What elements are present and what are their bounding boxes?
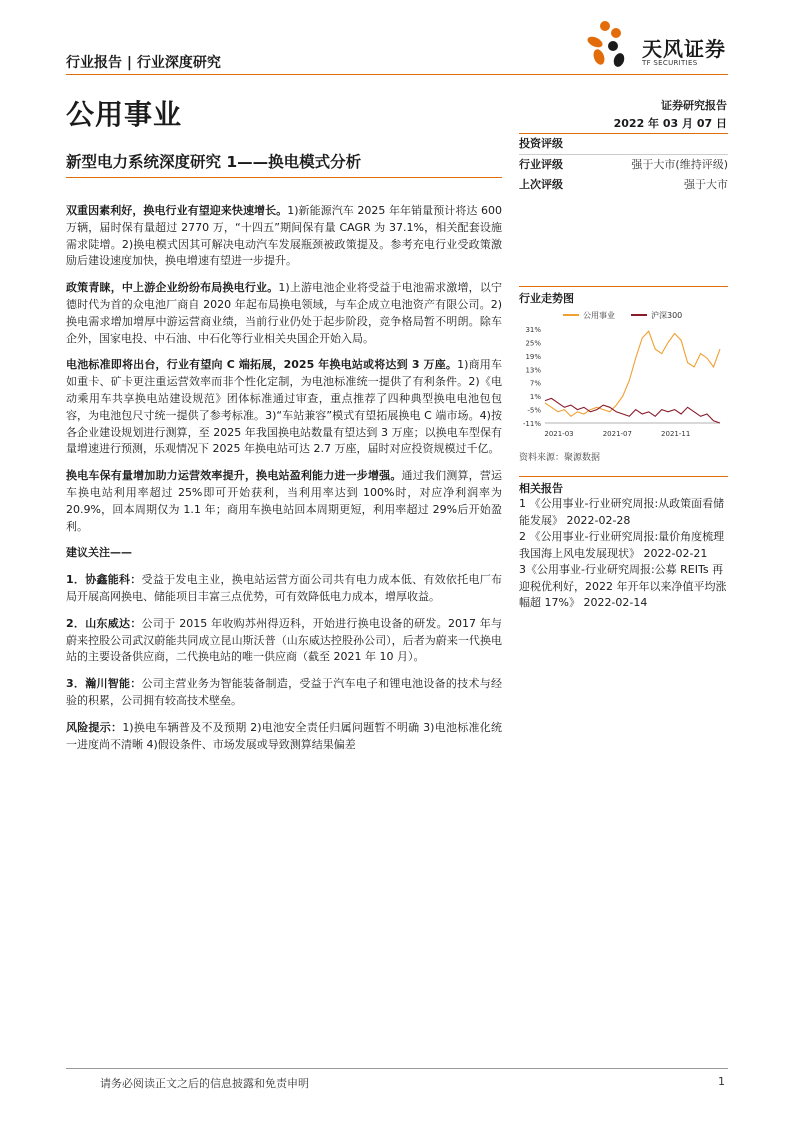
paragraph-text: 1)上游电池企业将受益于电池需求激增，以宁德时代为首的众电池厂商自 2020 年起布局换电领域，与车企成立电池资产有限公司。2)换电需求增加增厚中游运营商业绩，当前行业仍处于起步阶段，竞争格局暂不明朗。除车企外，国家电投、中石油、中石化等行业相关央国企开始入局。	[66, 281, 502, 345]
series-line	[545, 398, 720, 423]
report-date: 2022 年 03 月 07 日	[613, 117, 727, 130]
main-body	[66, 203, 502, 763]
header-divider	[66, 74, 728, 75]
title-divider	[66, 177, 502, 178]
rating-panel	[519, 133, 728, 195]
report-type: 证券研究报告	[661, 99, 727, 112]
chart-heading: 行业走势图	[519, 286, 728, 306]
rating-row	[519, 175, 728, 195]
rating-value: 强于大市(维持评级)	[631, 158, 728, 171]
tf-securities-logo-icon	[585, 18, 637, 70]
company-item	[66, 572, 502, 606]
related-report-item[interactable]: 1 《公用事业-行业研究周报:从政策面看储能发展》 2022-02-28	[519, 497, 725, 527]
paragraph-text: 1)新能源汽车 2025 年年销量预计将达 600 万辆，届时保有量超过 2770 万，“十四五”期间保有量 CAGR 为 37.1%，相关配套设施需求陡增。2)换电模式因其可解决电动汽车发展瓶颈被政策提及。参考充电行业受政策激励后建设速度加快，换电增速有望进一步提升。	[66, 204, 502, 268]
page-number: 1	[718, 1075, 725, 1088]
report-category: 行业报告 | 行业深度研究	[66, 55, 221, 71]
paragraph-lead: 换电车保有量增加助力运营效率提升，换电站盈利能力进一步增强。	[66, 469, 402, 483]
y-tick-label: 19%	[525, 352, 541, 361]
related-report-item[interactable]: 2 《公用事业-行业研究周报:量价角度梳理我国海上风电发展现状》 2022-02-21	[519, 530, 725, 560]
y-tick-label: 13%	[525, 366, 541, 375]
legend-label: 公用事业	[583, 311, 615, 320]
y-tick-label: 31%	[525, 326, 541, 334]
x-tick-label: 2021-03	[544, 430, 574, 438]
related-report-item[interactable]: 3《公用事业-行业研究周报:公募 REITs 再迎税优利好，2022 年开年以来净值平均涨幅超 17%》 2022-02-14	[519, 563, 727, 609]
related-list	[519, 496, 728, 612]
company-text: 受益于发电主业，换电站运营方面公司共有电力成本低、有效依托电厂布局开展高网换电、储能项目丰富三点优势，可有效降低电力成本，增厚收益。	[66, 573, 502, 603]
paragraph	[66, 468, 502, 535]
paragraph-lead: 双重因素利好，换电行业有望迎来快速增长。	[66, 204, 288, 217]
company-name: 3．瀚川智能：	[66, 677, 142, 691]
company-item	[66, 676, 502, 710]
rating-row	[519, 155, 728, 175]
y-tick-label: 1%	[529, 393, 541, 402]
sector-title: 公用事业	[66, 98, 183, 131]
brand-name-en: TF SECURITIES	[642, 59, 698, 67]
company-text: 公司主营业务为智能装备制造，受益于汽车电子和锂电池设备的技术与经验的积累，公司拥有较高技术壁垒。	[66, 677, 502, 707]
rating-heading-row	[519, 133, 728, 155]
paragraph-lead: 电池标准即将出台，行业有望向 C 端拓展，2025 年换电站或将达到 3 万座。	[66, 358, 458, 372]
paragraph-text: 1)商用车如重卡、矿卡更注重运营效率而非个性化定制，为电池标准统一提供了有利条件。2)《电动乘用车共享换电站建设规范》团体标准通过审查，重点推荐了四种典型换电电池包包容，为电池包尺寸统一提供了参考标准。3)“车站兼容”模式有望拓展换电 C 端市场。4)按各企业建设规划进行测算，至 2025 年我国换电站数量有望达到 3 万座；以换电车型保有量增速进行预测，乐观情况下 2025 年换电站可达 2.7 万座，届时对应投资规模过千亿。	[66, 358, 502, 456]
y-tick-label: -5%	[527, 406, 541, 415]
paragraph	[66, 357, 502, 458]
legend-label: 沪深300	[651, 311, 683, 320]
related-heading: 相关报告	[519, 476, 728, 496]
series-line	[545, 331, 720, 416]
risk-lead: 风险提示：	[66, 720, 123, 734]
paragraph	[66, 280, 502, 347]
company-name: 1．协鑫能科：	[66, 573, 142, 587]
suggestion-heading: 建议关注——	[66, 546, 132, 560]
x-tick-label: 2021-11	[661, 430, 691, 438]
y-tick-label: 7%	[529, 379, 541, 388]
paragraph	[66, 203, 502, 270]
rating-label: 上次评级	[519, 178, 563, 191]
chart-source: 资料来源：聚源数据	[519, 453, 601, 463]
rating-label: 行业评级	[519, 158, 563, 171]
footer-disclaimer: 请务必阅读正文之后的信息披露和免责申明	[100, 1077, 309, 1090]
y-tick-label: -11%	[522, 420, 541, 428]
brand-name: 天风证券	[642, 37, 726, 61]
x-tick-label: 2021-07	[602, 430, 632, 438]
y-tick-label: 25%	[525, 339, 541, 348]
risk-text: 1)换电车辆普及不及预期 2)电池安全责任归属问题暂不明确 3)电池标准化统一进度尚不清晰 4)假设条件、市场发展或导致测算结果偏差	[66, 720, 503, 751]
footer-divider	[66, 1068, 728, 1069]
report-title: 新型电力系统深度研究 1——换电模式分析	[66, 153, 362, 171]
rating-heading: 投资评级	[519, 137, 563, 150]
rating-value: 强于大市	[684, 178, 728, 191]
company-text: 公司于 2015 年收购苏州得迈科，开始进行换电设备的研发。2017 年与蔚来控股公司武汉蔚能共同成立昆山斯沃普（山东威达控股孙公司），后者为蔚来一代换电站的主要设备供应商，二代换电站的唯一供应商（截至 2021 年 10 月）。	[66, 616, 503, 664]
paragraph-text: 通过我们测算，营运车换电站利用率超过 25%即可开始获利，当利用率达到 100%时，对应净利润率为 20.9%，回本周期仅为 1.1 年；商用车换电站回本周期更短，利用率超过 29%后开始盈利。	[66, 469, 503, 533]
risk-warning	[66, 720, 502, 754]
company-item	[66, 616, 502, 666]
company-name: 2．山东威达：	[66, 616, 142, 630]
paragraph-lead: 政策青睐，中上游企业纷纷布局换电行业。	[66, 281, 279, 295]
industry-trend-chart	[515, 305, 728, 445]
